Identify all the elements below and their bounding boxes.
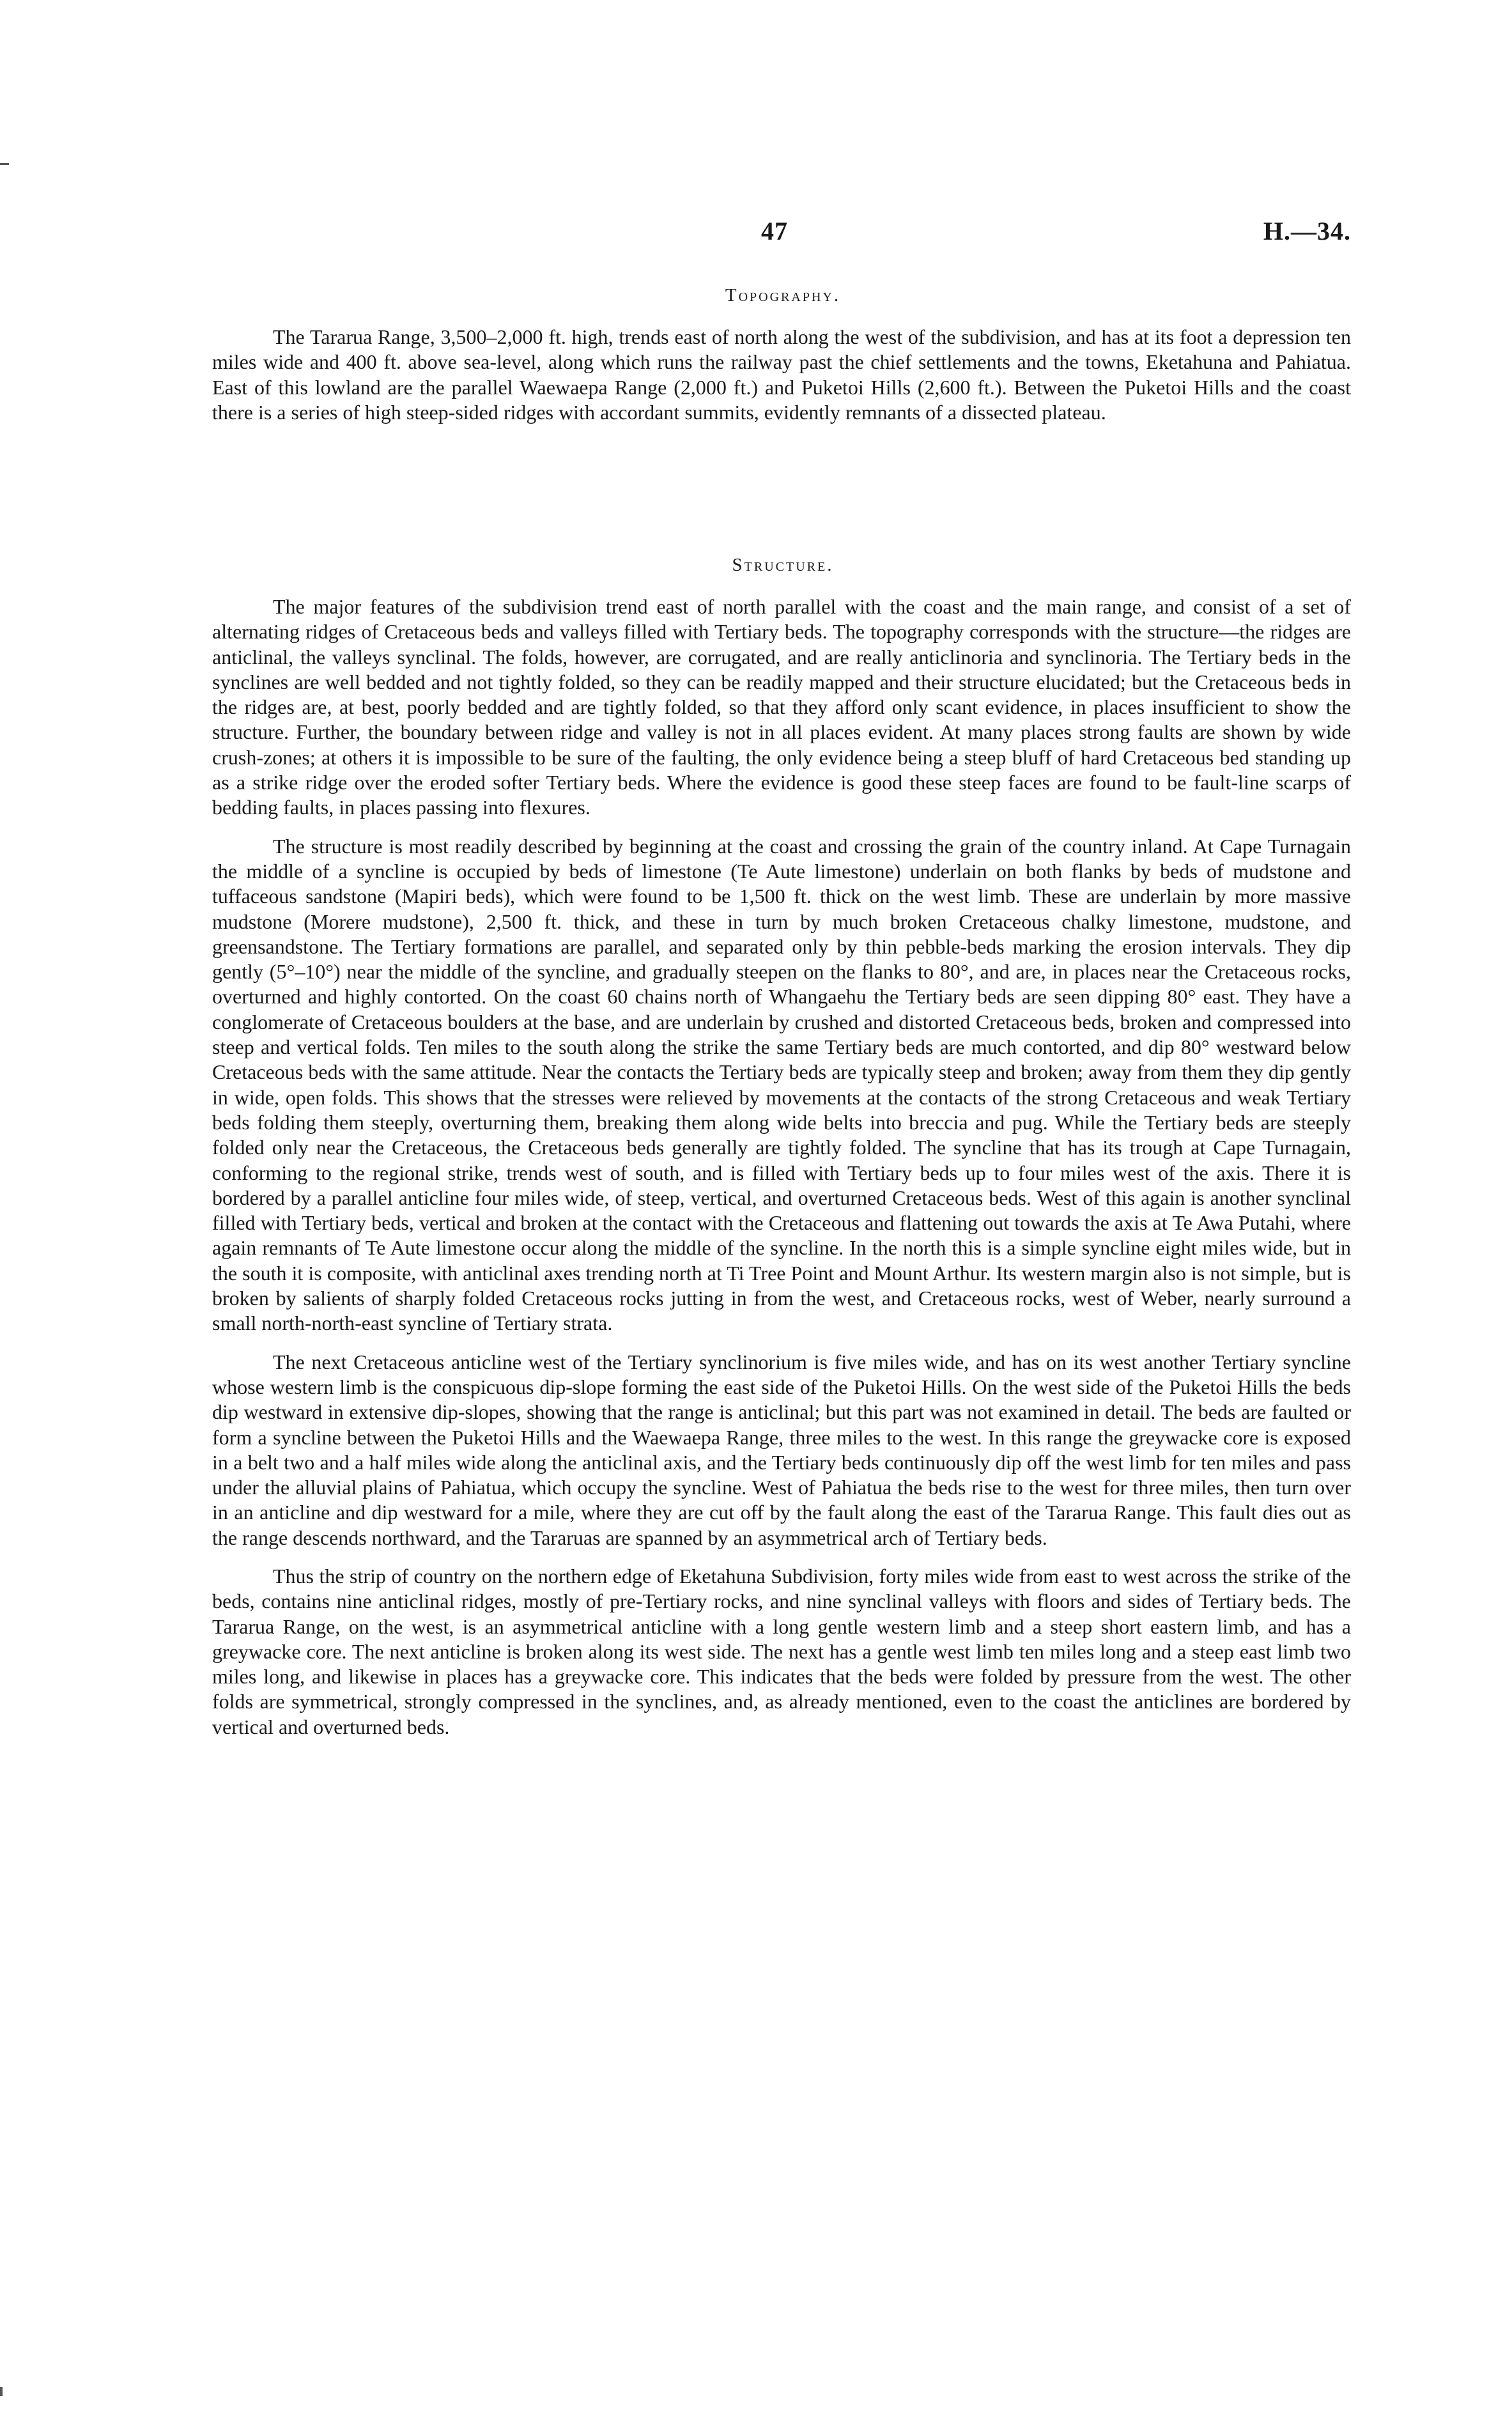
scan-edge-mark	[0, 2387, 3, 2396]
paragraph: The major features of the subdivision trend east of north parallel with the coast and the main range, and consist of a set of alternating ridges of Cretaceous beds and valleys filled with Tertiary beds. The topography corresponds with the structure—the ridges are anticlinal, the valleys synclinal. The folds, however, are corrugated, and are really anticlinoria and synclinoria. The Tertiary beds in the synclines are well bedded and not tightly folded, so they can be readily mapped and their structure elucidated; but the Cretaceous beds in the ridges are, at best, poorly bedded and are tightly folded, so that they afford only scant evidence, in places insufficient to show the structure. Further, the boundary between ridge and valley is not in all places evident. At many places strong faults are shown by wide crush-zones; at others it is impossible to be sure of the faulting, the only evidence being a steep bluff of hard Cretaceous bed standing up as a strike ridge over the eroded softer Tertiary beds. Where the evidence is good these steep faces are found to be fault-line scarps of bedding faults, in places passing into flexures.	[212, 595, 1351, 819]
section-heading-topography: Topography.	[725, 285, 841, 305]
document-reference: H.—34.	[1263, 217, 1351, 245]
section-structure	[212, 594, 1351, 1740]
section-topography	[212, 325, 1351, 425]
section-heading-structure: Structure.	[732, 555, 834, 575]
paragraph: The structure is most readily described by beginning at the coast and crossing the grain of the country inland. At Cape Turnagain the middle of a syncline is occupied by beds of limestone (Te Aute limestone) underlain on both flanks by beds of mudstone and tuffaceous sandstone (Mapiri beds), which were found to be 1,500 ft. thick on the west limb. These are underlain by more massive mudstone (Morere mudstone), 2,500 ft. thick, and these in turn by much broken Cretaceous chalky limestone, mudstone, and greensandstone. The Tertiary formations are parallel, and separated only by thin pebble-beds marking the erosion intervals. They dip gently (5°–10°) near the middle of the syncline, and gradually steepen on the flanks to 80°, and are, in places near the Cretaceous rocks, overturned and highly contorted. On the coast 60 chains north of Whangaehu the Tertiary beds are seen dipping 80° east. They have a conglomerate of Cretaceous boulders at the base, and are underlain by crushed and distorted Cretaceous beds, broken and compressed into steep and vertical folds. Ten miles to the south along the strike the same Tertiary beds are much contorted, and dip 80° westward below Cretaceous beds with the same attitude. Near the contacts the Tertiary beds are typically steep and broken; away from them they dip gently in wide, open folds. This shows that the stresses were relieved by movements at the contacts of the strong Cretaceous and weak Tertiary beds folding them steeply, overturning them, breaking them along wide belts into breccia and pug. While the Tertiary beds are steeply folded only near the Cretaceous, the Cretaceous beds generally are tightly folded. The syncline that has its trough at Cape Turnagain, conforming to the regional strike, trends west of south, and is filled with Tertiary beds up to four miles west of the axis. There it is bordered by a parallel anticline four miles wide, of steep, vertical, and overturned Cretaceous beds. West of this again is another synclinal filled with Tertiary beds, vertical and broken at the contact with the Cretaceous and flattening out towards the axis at Te Awa Putahi, where again remnants of Te Aute limestone occur along the middle of the syncline. In the north this is a simple syncline eight miles wide, but in the south it is composite, with anticlinal axes trending north at Ti Tree Point and Mount Arthur. Its western margin also is not simple, but is broken by salients of sharply folded Cretaceous rocks jutting in from the west, and Cretaceous rocks, west of Weber, nearly surround a small north-north-east syncline of Tertiary strata.	[212, 834, 1351, 1335]
page-number: 47	[761, 217, 788, 245]
scan-edge-mark	[0, 163, 9, 165]
paragraph: Thus the strip of country on the northern edge of Eketahuna Subdivision, forty miles wide from east to west across the strike of the beds, contains nine anticlinal ridges, mostly of pre-Tertiary rocks, and nine synclinal valleys with floors and sides of Tertiary beds. The Tararua Range, on the west, is an asymmetrical anticline with a long gentle western limb and a steep short eastern limb, and has a greywacke core. The next anticline is broken along its west side. The next has a gentle west limb ten miles long and a steep east limb two miles long, and likewise in places has a greywacke core. This indicates that the beds were folded by pressure from the west. The other folds are symmetrical, strongly compressed in the synclines, and, as already mentioned, even to the coast the anticlines are bordered by vertical and overturned beds.	[212, 1564, 1351, 1738]
paragraph: The next Cretaceous anticline west of the Tertiary synclinorium is five miles wide, and has on its west another Tertiary syncline whose western limb is the conspicuous dip-slope forming the east side of the Puketoi Hills. On the west side of the Puketoi Hills the beds dip westward in extensive dip-slopes, showing that the range is anticlinal; but this part was not examined in detail. The beds are faulted or form a syncline between the Puketoi Hills and the Waewaepa Range, three miles to the west. In this range the greywacke core is exposed in a belt two and a half miles wide along the anticlinal axis, and the Tertiary beds continuously dip off the west limb for ten miles and pass under the alluvial plains of Pahiatua, which occupy the syncline. West of Pahiatua the beds rise to the west for three miles, then turn over in an anticline and dip westward for a mile, where they are cut off by the fault along the east of the Tararua Range. This fault dies out as the range descends northward, and the Tararuas are spanned by an asymmetrical arch of Tertiary beds.	[212, 1350, 1351, 1549]
paragraph: The Tararua Range, 3,500–2,000 ft. high, trends east of north along the west of the subdivision, and has at its foot a depression ten miles wide and 400 ft. above sea-level, along which runs the railway past the chief settlements and the towns, Eketahuna and Pahiatua. East of this lowland are the parallel Waewaepa Range (2,000 ft.) and Puketoi Hills (2,600 ft.). Between the Puketoi Hills and the coast there is a series of high steep-sided ridges with accordant summits, evidently remnants of a dissected plateau.	[212, 325, 1351, 424]
